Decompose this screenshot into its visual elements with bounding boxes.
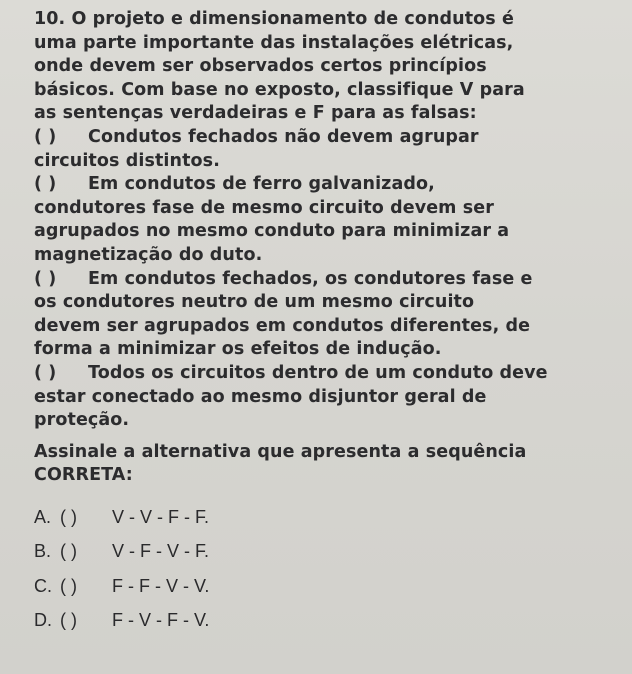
instruction — [34, 441, 626, 488]
option-checkbox[interactable]: ( ) — [60, 610, 77, 631]
option-letter: A. — [34, 506, 52, 527]
statement-4-text: estar conectado ao mesmo disjuntor geral de — [34, 386, 487, 407]
option-d[interactable] — [34, 603, 626, 638]
option-text: F - V - F - V. — [112, 610, 210, 631]
option-b[interactable] — [34, 534, 626, 569]
option-text: F - F - V - V. — [112, 575, 210, 596]
statement-3 — [34, 268, 626, 362]
option-checkbox[interactable]: ( ) — [60, 575, 77, 596]
question-stem-line: as sentenças verdadeiras e F para as falsas: — [34, 103, 477, 124]
statement-3-answer-box[interactable]: ( ) — [34, 268, 57, 289]
instruction-line: Assinale a alternativa que apresenta a sequência — [34, 441, 527, 462]
statement-2-text: magnetização do duto. — [34, 244, 263, 265]
statement-3-text: os condutores neutro de um mesmo circuito — [34, 292, 475, 313]
option-checkbox[interactable]: ( ) — [60, 541, 77, 562]
statement-4 — [34, 362, 626, 433]
option-text: V - F - V - F. — [112, 541, 209, 562]
statement-2-answer-box[interactable]: ( ) — [34, 174, 57, 195]
option-a[interactable] — [34, 500, 626, 535]
question-stem-line: 10. O projeto e dimensionamento de condutos é — [34, 9, 514, 29]
question-stem-line: onde devem ser observados certos princípios — [34, 56, 487, 77]
statement-4-text: proteção. — [34, 410, 130, 431]
answer-options — [34, 500, 626, 638]
option-letter: B. — [34, 541, 52, 562]
statement-3-text: devem ser agrupados em condutos diferentes, de — [34, 315, 531, 336]
statement-2-text: agrupados no mesmo conduto para minimizar a — [34, 221, 510, 242]
statement-2-text: condutores fase de mesmo circuito devem ser — [34, 197, 494, 218]
statement-3-text: forma a minimizar os efeitos de indução. — [34, 339, 442, 360]
question-stem-line: básicos. Com base no exposto, classifique V para — [34, 79, 525, 100]
question-card — [34, 8, 626, 638]
option-letter: D. — [34, 610, 52, 631]
statement-1-text: circuitos distintos. — [34, 150, 220, 171]
statement-3-text: Em condutos fechados, os condutores fase e — [88, 268, 533, 289]
statement-1-answer-box[interactable]: ( ) — [34, 126, 57, 147]
statement-4-answer-box[interactable]: ( ) — [34, 362, 57, 383]
statement-1 — [34, 126, 626, 173]
statement-4-text: Todos os circuitos dentro de um conduto deve — [88, 362, 548, 383]
question-stem-line: uma parte importante das instalações elétricas, — [34, 32, 514, 53]
question-stem — [34, 8, 626, 126]
option-text: V - V - F - F. — [112, 506, 209, 527]
statement-2-text: Em condutos de ferro galvanizado, — [88, 174, 435, 195]
option-checkbox[interactable]: ( ) — [60, 506, 77, 527]
instruction-line: CORRETA: — [34, 465, 133, 486]
option-c[interactable] — [34, 569, 626, 604]
statement-2 — [34, 173, 626, 267]
statement-1-text: Condutos fechados não devem agrupar — [88, 126, 479, 147]
option-letter: C. — [34, 575, 52, 596]
